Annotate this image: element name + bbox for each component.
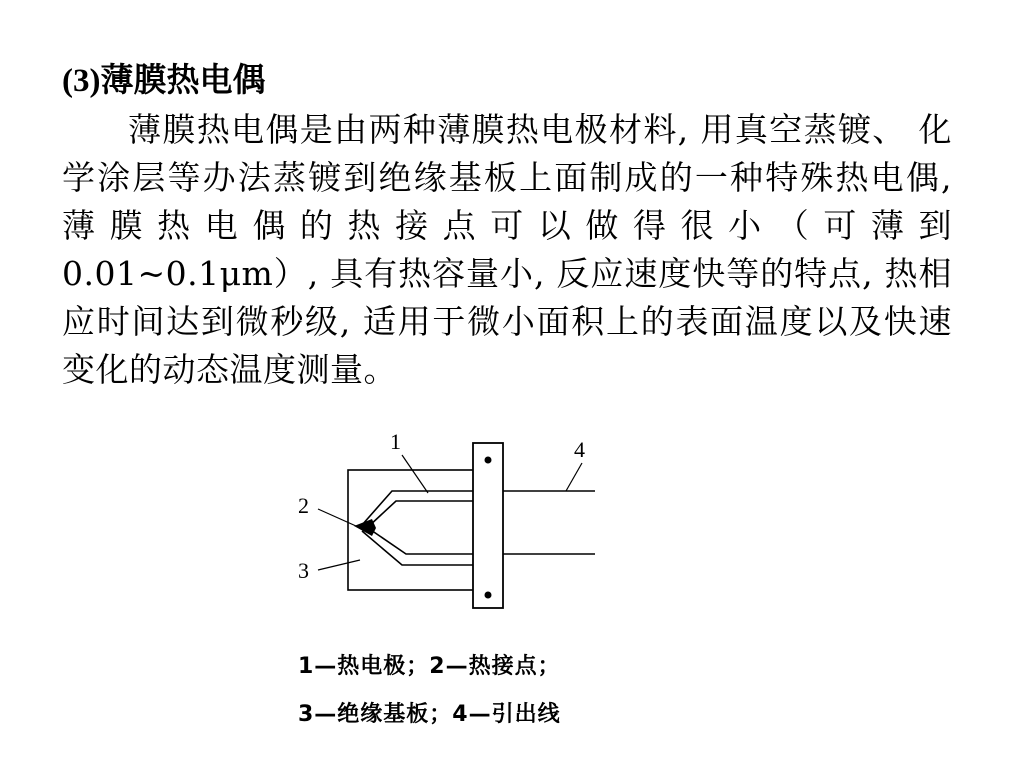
leader-line-3	[318, 560, 360, 570]
leader-line-2	[318, 509, 356, 526]
label-1: 1	[390, 429, 401, 454]
thermo-electrode-upper-inner	[368, 501, 473, 527]
figure-caption-line-1: 1—热电极；2—热接点；	[298, 654, 561, 679]
leader-line-1	[402, 455, 428, 493]
label-4: 4	[574, 437, 585, 462]
label-3: 3	[298, 558, 309, 583]
clamp-screw-bottom	[485, 592, 492, 599]
label-2: 2	[298, 493, 309, 518]
clamp-screw-top	[485, 457, 492, 464]
clamp-bar	[473, 443, 503, 608]
body-paragraph: 薄膜热电偶是由两种薄膜热电极材料, 用真空蒸镀、 化学涂层等办法蒸镀到绝缘基板上面制成的一种特殊热电偶, 薄膜热电偶的热接点可以做得很小（可薄到0.01~0.1μm）, 具有热容量小, 反应速度快等的特点, 热相应时间达到微秒级, 适用于微小面积上的表面温度以及快速变化的动态温度测量。	[62, 110, 952, 389]
leader-line-4	[566, 463, 582, 491]
thermo-electrode-upper	[362, 491, 473, 525]
thin-film-thermocouple-figure	[290, 425, 630, 745]
thermocouple-diagram	[290, 425, 630, 640]
slide-text-block	[62, 56, 952, 394]
figure-caption-line-2: 3—绝缘基板；4—引出线	[298, 702, 561, 727]
section-title: (3)薄膜热电偶	[62, 63, 266, 99]
